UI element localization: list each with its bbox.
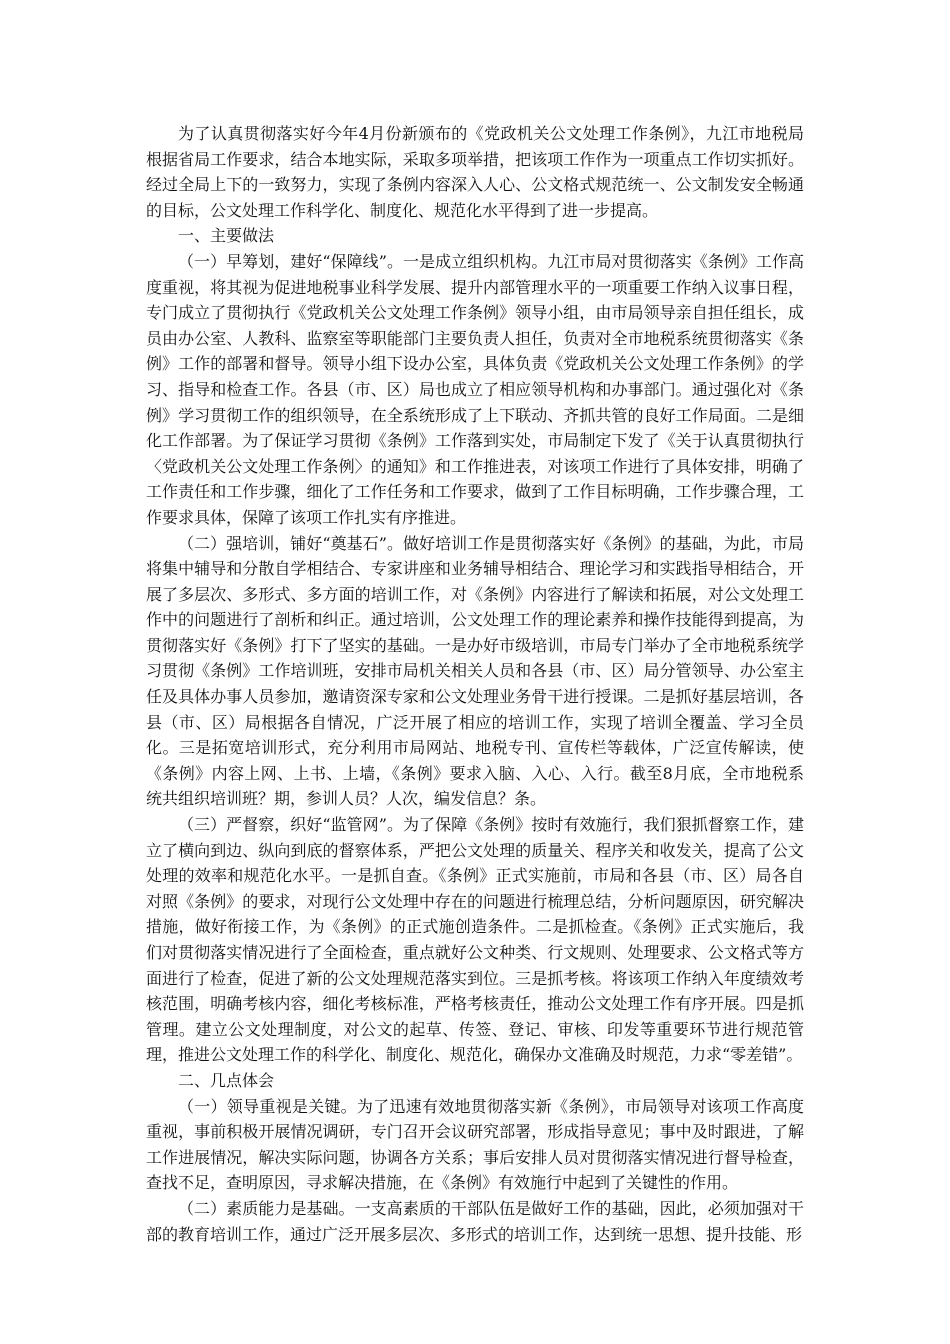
section-heading-experiences: 二、几点体会 [178,1070,275,1090]
paragraph-early-planning: （一）早筹划，建好“保障线”。一是成立组织机构。九江市局对贯彻落实《条例》工作高度重视，将其视为促进地税事业科学发展、提升内部管理水平的一项重要工作纳入议事日程，专门成立了贯彻执行《党政机关公文处理工作条例》领导小组，由市局领导亲自担任组长，成员由办公室、人教科、监察室等职能部门主要负责人担任，负责对全市地税系统贯彻落实《条例》工作的部署和督导。领导小组下设办公室，具体负责《党政机关公文处理工作条例》的学习、指导和检查工作。各县（市、区）局也成立了相应领导机构和办事部门。通过强化对《条例》学习贯彻工作的组织领导，在全系统形成了上下联动、齐抓共管的良好工作局面。二是细化工作部署。为了保证学习贯彻《条例》工作落到实处，市局制定下发了《关于认真贯彻执行〈党政机关公文处理工作条例〉的通知》和工作推进表，对该项工作进行了具体安排，明确了工作责任和工作步骤，细化了工作任务和工作要求，做到了工作目标明确，工作步骤合理，工作要求具体，保障了该项工作扎实有序推进。 [146,251,804,527]
paragraph-quality-ability: （二）素质能力是基础。一支高素质的干部队伍是做好工作的基础，因此，必须加强对干部的教育培训工作，通过广泛开展多层次、多形式的培训工作，达到统一思想、提升技能、形 [146,1198,804,1244]
section-heading-main-methods: 一、主要做法 [178,226,275,246]
paragraph-supervision: （三）严督察，织好“监管网”。为了保障《条例》按时有效施行，我们狠抓督察工作，建立了横向到边、纵向到底的督察体系，严把公文处理的质量关、程序关和收发关，提高了公文处理的效率和规范化水平。一是抓自查。《条例》正式实施前，市局和各县（市、区）局各自对照《条例》的要求，对现行公文处理中存在的问题进行梳理总结，分析问题原因，研究解决措施，做好衔接工作，为《条例》的正式施创造条件。二是抓检查。《条例》正式实施后，我们对贯彻落实情况进行了全面检查，重点就好公文种类、行文规则、处理要求、公文格式等方面进行了检查，促进了新的公文处理规范落实到位。三是抓考核。将该项工作纳入年度绩效考核范围，明确考核内容，细化考核标准，严格考核责任，推动公文处理工作有序开展。四是抓管理。建立公文处理制度，对公文的起草、传签、登记、审核、印发等重要环节进行规范管理，推进公文处理工作的科学化、制度化、规范化，确保办文准确及时规范，力求“零差错”。 [146,815,804,1065]
paragraph-training: （二）强培训，铺好“奠基石”。做好培训工作是贯彻落实好《条例》的基础，为此，市局将集中辅导和分散自学相结合、专家讲座和业务辅导相结合、理论学习和实践指导相结合，开展了多层次、多形式、多方面的培训工作，对《条例》内容进行了解读和拓展，对公文处理工作中的问题进行了剖析和纠正。通过培训，公文处理工作的理论素养和操作技能得到提高，为贯彻落实好《条例》打下了坚实的基础。一是办好市级培训，市局专门举办了全市地税系统学习贯彻《条例》工作培训班，安排市局机关相关人员和各县（市、区）局分管领导、办公室主任及具体办事人员参加，邀请资深专家和公文处理业务骨干进行授课。二是抓好基层培训，各县（市、区）局根据各自情况，广泛开展了相应的培训工作，实现了培训全覆盖、学习全员化。三是拓宽培训形式，充分利用市局网站、地税专刊、宣传栏等载体，广泛宣传解读，使《条例》内容上网、上书、上墙，《条例》要求入脑、入心、入行。截至8月底，全市地税系统共组织培训班？期，参训人员？人次，编发信息？条。 [146,533,804,809]
intro-paragraph: 为了认真贯彻落实好今年4月份新颁布的《党政机关公文处理工作条例》，九江市地税局根据省局工作要求，结合本地实际，采取多项举措，把该项工作作为一项重点工作切实抓好。经过全局上下的一致努力，实现了条例内容深入人心、公文格式规范统一、公文制发安全畅通的目标，公文处理工作科学化、制度化、规范化水平得到了进一步提高。 [146,124,804,220]
paragraph-leadership: （一）领导重视是关键。为了迅速有效地贯彻落实新《条例》，市局领导对该项工作高度重视，事前积极开展情况调研，专门召开会议研究部署，形成指导意见；事中及时跟进，了解工作进展情况，解决实际问题，协调各方关系；事后安排人员对贯彻落实情况进行督导检查，查找不足，查明原因，寻求解决措施，在《条例》有效施行中起到了关键性的作用。 [146,1096,804,1193]
document-body [146,121,804,1247]
